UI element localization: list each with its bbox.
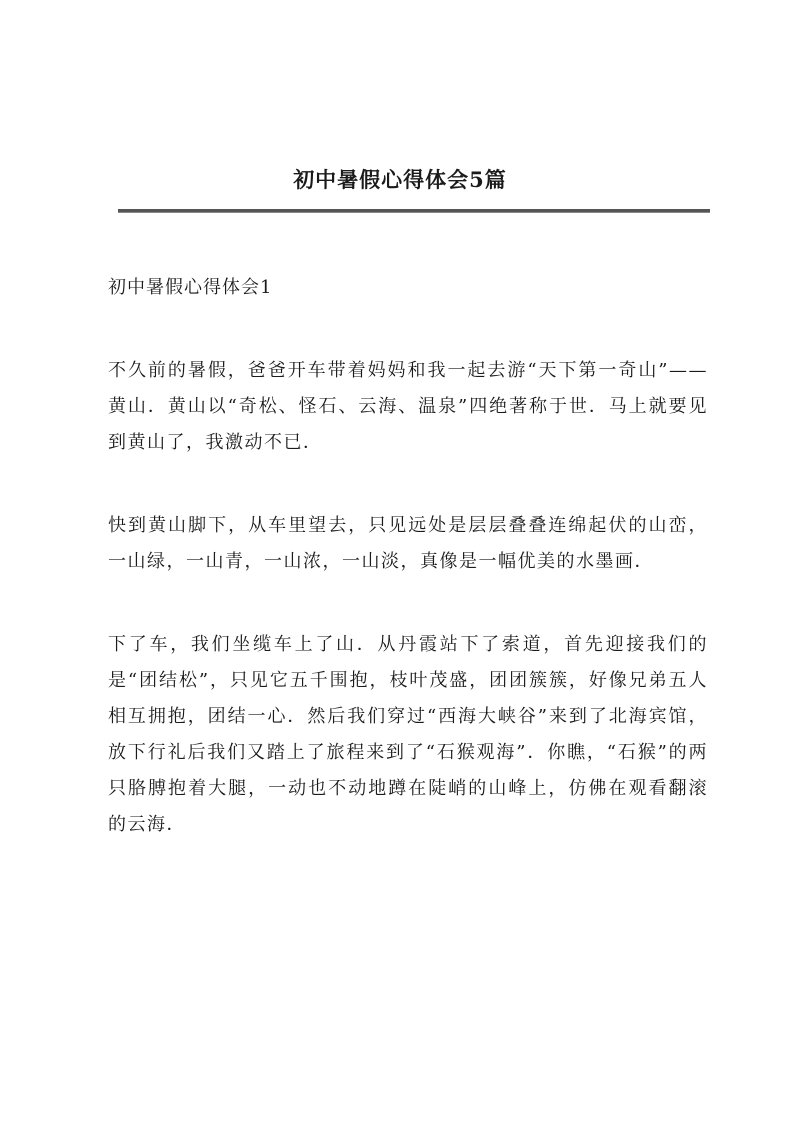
document-title: 初中暑假心得体会5篇 (293, 167, 507, 192)
title-underline-divider (118, 209, 710, 213)
document-body (108, 270, 708, 890)
paragraph-2: 快到黄山脚下，从车里望去，只见远处是层层叠叠连绵起伏的山峦，一山绿，一山青，一山浓，一山淡，真像是一幅优美的水墨画． (108, 515, 708, 572)
section-heading: 初中暑假心得体会1 (108, 277, 273, 298)
paragraph-1: 不久前的暑假，爸爸开车带着妈妈和我一起去游“天下第一奇山”——黄山．黄山以“奇松、怪石、云海、温泉”四绝著称于世．马上就要见到黄山了，我激动不已． (108, 360, 708, 453)
paragraph-3: 下了车，我们坐缆车上了山．从丹霞站下了索道，首先迎接我们的是“团结松”，只见它五千围抱，枝叶茂盛，团团簇簇，好像兄弟五人相互拥抱，团结一心．然后我们穿过“西海大峡谷”来到了北海宾馆，放下行礼后我们又踏上了旅程来到了“石猴观海”．你瞧，“石猴”的两只胳膊抱着大腿，一动也不动地蹲在陡峭的山峰上，仿佛在观看翻滚的云海． (108, 634, 708, 835)
